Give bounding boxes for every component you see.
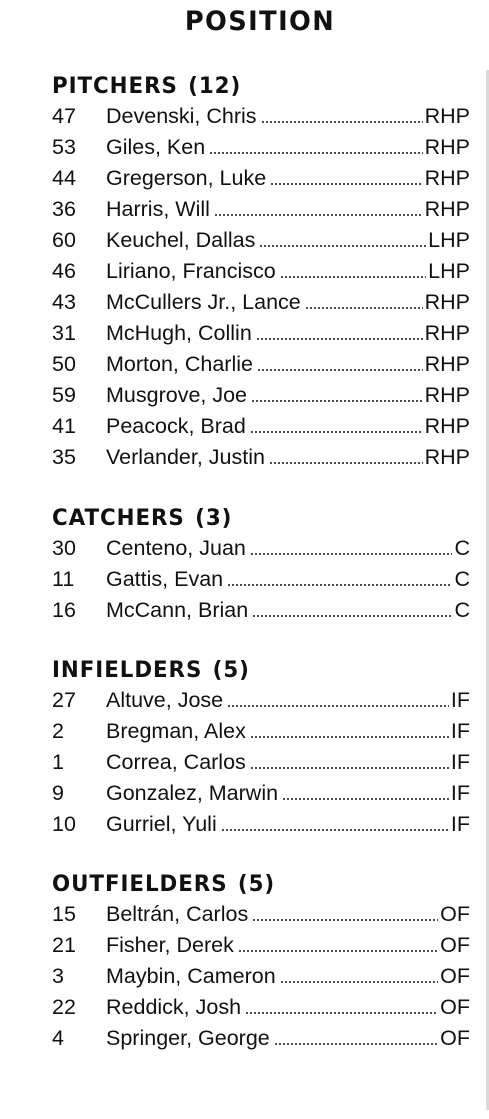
player-name: Maybin, Cameron (106, 964, 276, 988)
player-position: IF (450, 688, 470, 712)
section-heading-label: OUTFIELDERS (52, 871, 228, 897)
player-number: 16 (52, 598, 76, 622)
player-row (52, 809, 470, 840)
player-name: Morton, Charlie (106, 352, 253, 376)
player-row (52, 101, 470, 132)
player-number: 30 (52, 536, 76, 560)
section-heading-count: (5) (237, 871, 276, 897)
player-number: 44 (52, 166, 76, 190)
dot-leader (209, 152, 422, 154)
player-row (52, 256, 470, 287)
player-row (52, 1023, 470, 1054)
dot-leader (257, 369, 423, 371)
player-row (52, 225, 470, 256)
player-name: McCullers Jr., Lance (106, 290, 301, 314)
player-row (52, 287, 470, 318)
player-row (52, 778, 470, 809)
player-number: 59 (52, 383, 76, 407)
player-row (52, 595, 470, 626)
player-number: 31 (52, 321, 76, 345)
dot-leader (269, 462, 423, 464)
player-name: Devenski, Chris (106, 104, 257, 128)
player-position: LHP (428, 228, 470, 252)
player-position: RHP (424, 135, 470, 159)
player-row (52, 564, 470, 595)
player-position: RHP (424, 414, 470, 438)
section-infielders (52, 656, 470, 840)
player-name: Verlander, Justin (106, 445, 265, 469)
section-pitchers (52, 72, 470, 473)
player-name: Gregerson, Luke (106, 166, 267, 190)
player-name: Reddick, Josh (106, 995, 242, 1019)
player-number: 43 (52, 290, 76, 314)
dot-leader (280, 276, 426, 278)
dot-leader (280, 981, 438, 983)
player-row (52, 380, 470, 411)
player-row (52, 747, 470, 778)
player-row (52, 163, 470, 194)
player-position: OF (440, 1026, 470, 1050)
player-row (52, 194, 470, 225)
player-position: RHP (424, 445, 470, 469)
dot-leader (251, 400, 423, 402)
player-name: Musgrove, Joe (106, 383, 248, 407)
player-number: 11 (52, 567, 75, 591)
player-row (52, 716, 470, 747)
player-position: IF (450, 812, 470, 836)
dot-leader (250, 553, 453, 555)
dot-leader (252, 919, 438, 921)
player-row (52, 411, 470, 442)
player-name: Fisher, Derek (106, 933, 234, 957)
player-name: Gattis, Evan (106, 567, 224, 591)
player-number: 53 (52, 135, 76, 159)
player-name: Keuchel, Dallas (106, 228, 256, 252)
player-number: 21 (52, 933, 76, 957)
player-name: Gurriel, Yuli (106, 812, 217, 836)
player-number: 22 (52, 995, 76, 1019)
player-position: OF (440, 902, 470, 926)
player-number: 50 (52, 352, 76, 376)
dot-leader (221, 829, 449, 831)
player-name: Gonzalez, Marwin (106, 781, 279, 805)
player-position: C (454, 536, 470, 560)
player-name: Beltrán, Carlos (106, 902, 249, 926)
dot-leader (274, 1043, 438, 1045)
player-name: Liriano, Francisco (106, 259, 276, 283)
player-position: RHP (424, 321, 470, 345)
dot-leader (214, 214, 423, 216)
player-row (52, 685, 470, 716)
player-number: 41 (52, 414, 76, 438)
section-heading (52, 656, 449, 685)
player-position: RHP (424, 104, 470, 128)
player-name: McCann, Brian (106, 598, 249, 622)
player-name: Springer, George (106, 1026, 270, 1050)
player-position: RHP (424, 290, 470, 314)
player-position: OF (440, 933, 470, 957)
player-name: Correa, Carlos (106, 750, 246, 774)
player-row (52, 930, 470, 961)
player-row (52, 961, 470, 992)
section-heading (52, 72, 449, 101)
dot-leader (245, 1012, 438, 1014)
dot-leader (252, 615, 452, 617)
section-outfielders (52, 870, 470, 1054)
section-catchers (52, 504, 470, 626)
section-heading-label: CATCHERS (52, 505, 185, 531)
dot-leader (261, 121, 423, 123)
player-name: Altuve, Jose (106, 688, 224, 712)
section-heading-count: (5) (212, 657, 250, 683)
player-position: C (454, 567, 470, 591)
player-name: Harris, Will (106, 197, 210, 221)
dot-leader (238, 950, 438, 952)
player-position: OF (440, 964, 470, 988)
dot-leader (227, 584, 452, 586)
section-heading-count: (12) (188, 73, 242, 99)
player-row (52, 442, 470, 473)
player-name: Peacock, Brad (106, 414, 246, 438)
player-name: McHugh, Collin (106, 321, 252, 345)
player-position: LHP (428, 259, 470, 283)
player-name: Centeno, Juan (106, 536, 246, 560)
player-number: 2 (52, 719, 64, 743)
section-heading-label: INFIELDERS (52, 657, 203, 683)
player-number: 10 (52, 812, 76, 836)
player-position: RHP (424, 197, 470, 221)
section-heading-count: (3) (195, 505, 233, 531)
dot-leader (250, 736, 449, 738)
player-number: 46 (52, 259, 76, 283)
dot-leader (250, 767, 449, 769)
player-position: IF (450, 719, 470, 743)
player-row (52, 132, 470, 163)
player-row (52, 318, 470, 349)
player-number: 15 (52, 902, 76, 926)
player-number: 35 (52, 445, 76, 469)
player-row (52, 533, 470, 564)
player-position: RHP (424, 352, 470, 376)
player-position: RHP (424, 166, 470, 190)
player-position: OF (440, 995, 470, 1019)
section-heading-label: PITCHERS (52, 73, 178, 99)
player-number: 1 (52, 750, 64, 774)
player-number: 60 (52, 228, 76, 252)
section-heading (52, 870, 449, 899)
player-position: RHP (424, 383, 470, 407)
dot-leader (282, 798, 449, 800)
section-heading (52, 504, 449, 533)
dot-leader (250, 431, 423, 433)
dot-leader (256, 338, 423, 340)
dot-leader (305, 307, 423, 309)
player-number: 27 (52, 688, 76, 712)
player-number: 9 (52, 781, 64, 805)
player-row (52, 899, 470, 930)
player-row (52, 349, 470, 380)
player-name: Giles, Ken (106, 135, 206, 159)
player-number: 4 (52, 1026, 64, 1050)
player-position: IF (450, 750, 470, 774)
page-title: POSITION (184, 6, 336, 37)
player-number: 36 (52, 197, 76, 221)
player-position: C (454, 598, 470, 622)
player-row (52, 992, 470, 1023)
dot-leader (227, 705, 449, 707)
player-number: 47 (52, 104, 76, 128)
dot-leader (259, 245, 426, 247)
player-number: 3 (52, 964, 64, 988)
dot-leader (270, 183, 422, 185)
player-name: Bregman, Alex (106, 719, 246, 743)
player-position: IF (450, 781, 470, 805)
